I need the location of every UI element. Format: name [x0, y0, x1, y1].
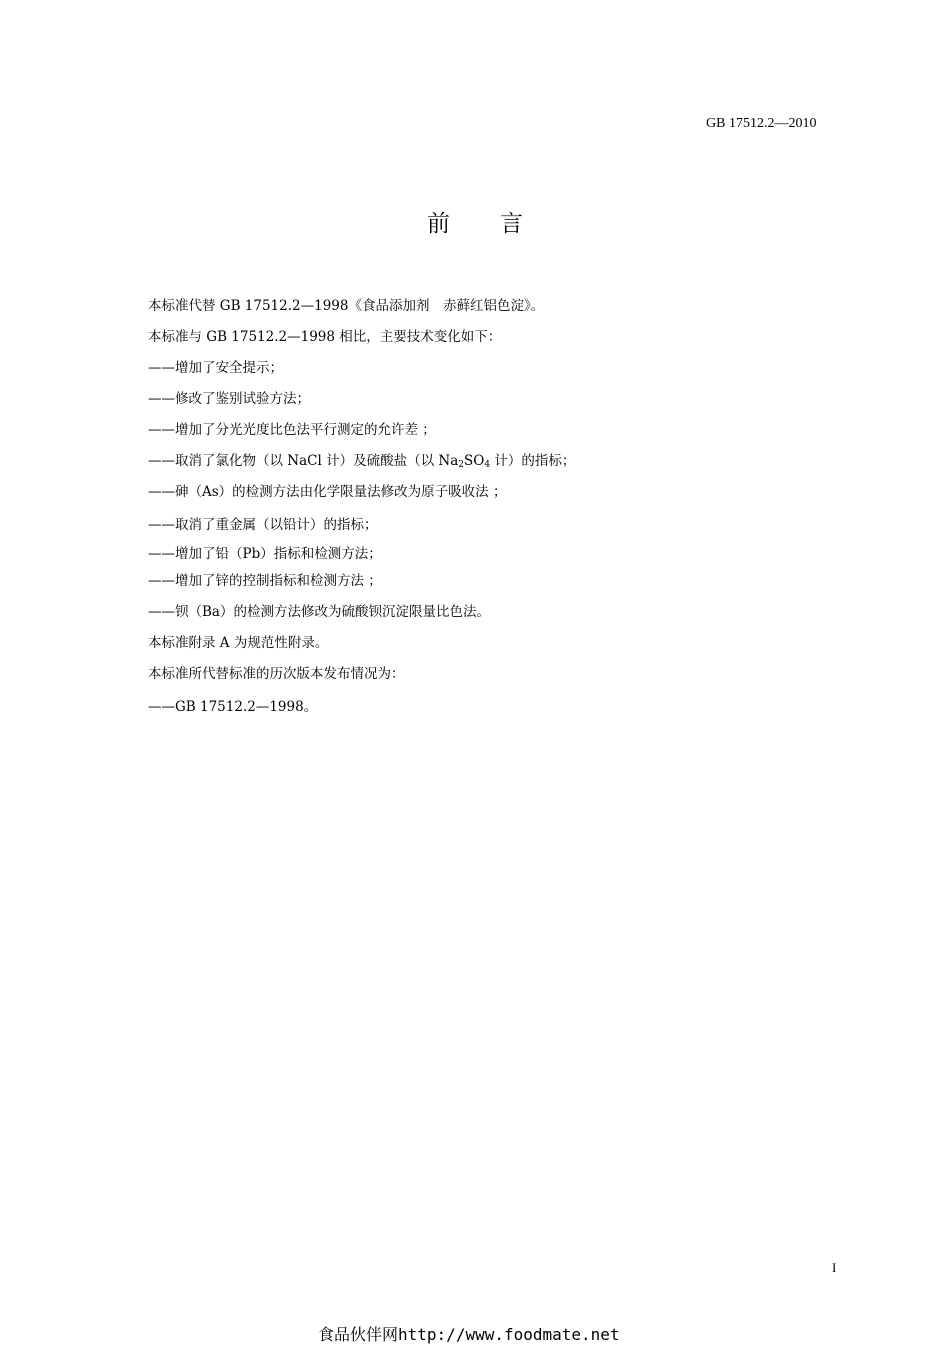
text-line-4: ——修改了鉴别试验方法；	[148, 391, 310, 407]
text-line-13: 本标准所代替标准的历次版本发布情况为：	[148, 666, 405, 682]
title-part-2: 言	[500, 211, 523, 237]
text-line-3: ——增加了安全提示；	[148, 360, 283, 376]
title-part-1: 前	[427, 211, 450, 237]
watermark	[318, 1322, 620, 1345]
text-line-6-sub2: 4	[484, 460, 491, 470]
text-line-9: ——增加了铅（Pb）指标和检测方法；	[148, 546, 382, 562]
text-line-6-mid: SO	[463, 453, 485, 469]
page-number: I	[832, 1260, 837, 1275]
text-line-6	[148, 452, 575, 470]
watermark-site-name: 食品伙伴网	[318, 1325, 399, 1344]
text-line-6-sub1: 2	[458, 460, 464, 470]
text-line-7: ——砷（As）的检测方法由化学限量法修改为原子吸收法 ；	[148, 484, 507, 500]
text-line-14: ——GB 17512.2—1998。	[148, 699, 318, 715]
text-line-1: 本标准代替 GB 17512.2—1998《食品添加剂 赤藓红铝色淀》。	[148, 298, 545, 314]
text-line-12: 本标准附录 A 为规范性附录。	[148, 635, 329, 651]
text-line-10: ——增加了锌的控制指标和检测方法 ；	[148, 573, 382, 589]
text-line-2: 本标准与 GB 17512.2—1998 相比，主要技术变化如下：	[148, 329, 502, 345]
text-line-6-prefix: ——取消了氯化物（以 NaCl 计）及硫酸盐（以 Na	[148, 453, 459, 469]
text-line-11: ——钡（Ba）的检测方法修改为硫酸钡沉淀限量比色法。	[148, 604, 490, 620]
text-line-6-suffix: 计）的指标；	[490, 453, 576, 469]
text-line-8: ——取消了重金属（以铅计）的指标；	[148, 517, 378, 533]
standard-code: GB 17512.2—2010	[706, 116, 817, 131]
text-line-5: ——增加了分光光度比色法平行测定的允许差 ；	[148, 422, 436, 438]
watermark-url[interactable]: http://www.foodmate.net	[398, 1325, 620, 1344]
page-title	[0, 205, 950, 238]
